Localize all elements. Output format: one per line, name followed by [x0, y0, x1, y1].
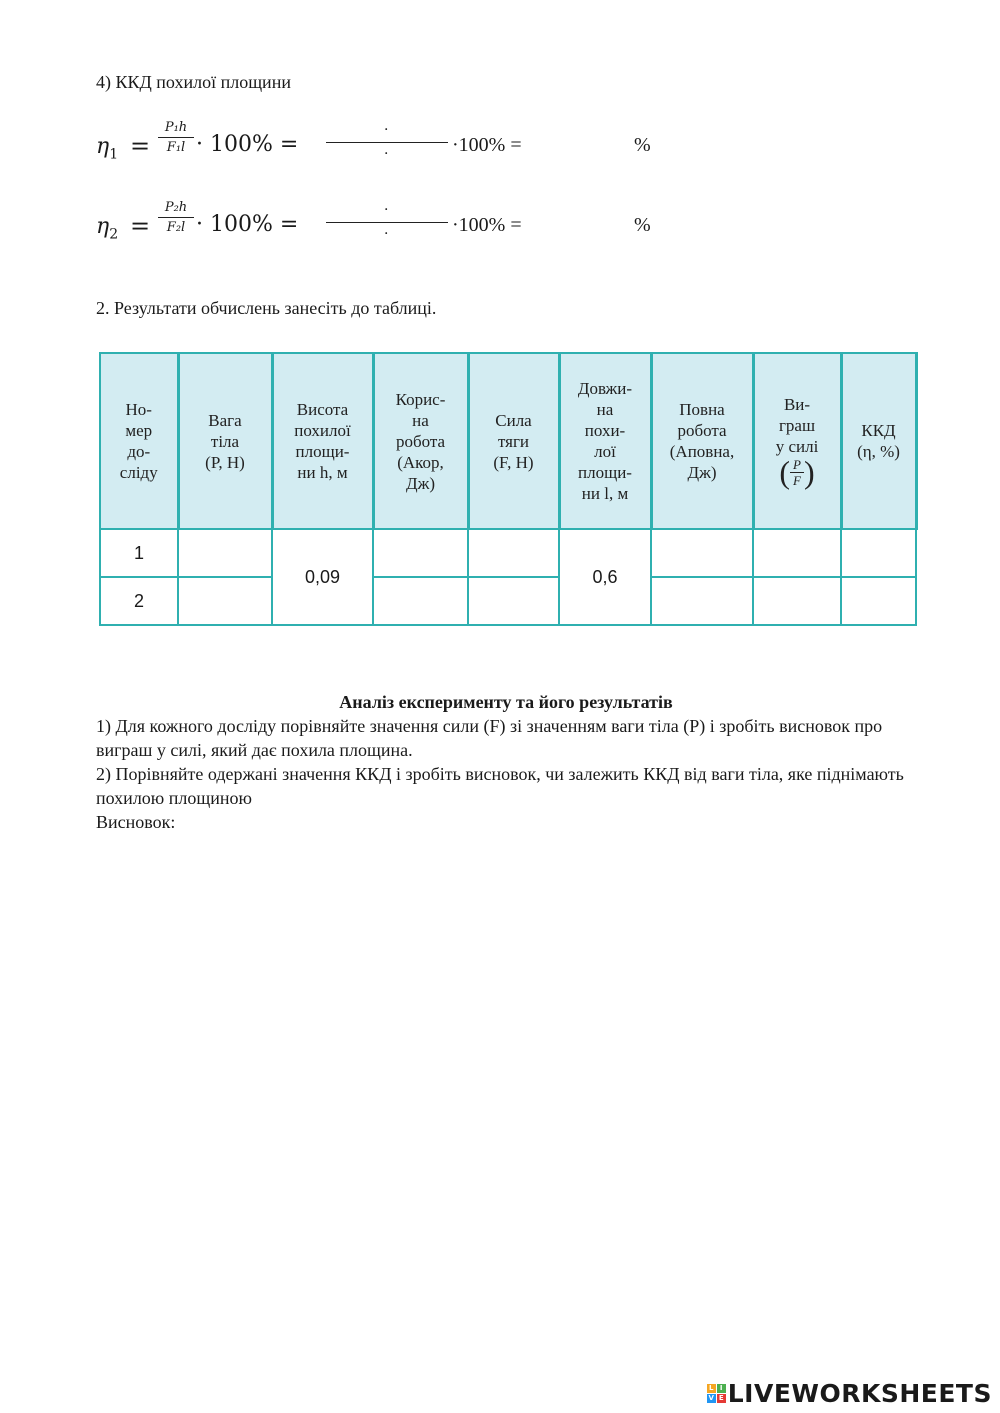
header-plane-length: Довжи- на похи- лої площи- ни l, м	[559, 353, 651, 529]
formula-eta-1	[96, 116, 696, 176]
header-efficiency: ККД (η, %)	[841, 353, 916, 529]
formula-eta-2	[96, 196, 696, 256]
cell-number: 1	[100, 529, 178, 577]
answer-blank-2[interactable]: · ·	[326, 196, 448, 246]
cell-force-input[interactable]	[468, 529, 559, 577]
header-plane-height: Висота похилої площи- ни h, м	[272, 353, 373, 529]
cell-force-input[interactable]	[468, 577, 559, 625]
cell-number: 2	[100, 577, 178, 625]
cell-full-work-input[interactable]	[651, 529, 753, 577]
logo-tile: L	[707, 1384, 716, 1393]
analysis-section	[96, 690, 916, 834]
conclusion-label: Висновок:	[96, 812, 176, 832]
percent-sign: %	[634, 134, 651, 156]
formula-fraction: $\frac{\text{P₁h}}{\text{F₁l}}$	[158, 120, 194, 155]
logo-grid-icon	[707, 1384, 726, 1403]
cell-useful-work-input[interactable]	[373, 577, 468, 625]
cell-weight-input[interactable]	[178, 529, 272, 577]
logo-tile: I	[717, 1384, 726, 1393]
cell-gain-input[interactable]	[753, 529, 841, 577]
header-useful-work: Корис- на робота (Aкор, Дж)	[373, 353, 468, 529]
logo-text: LIVEWORKSHEETS	[727, 1378, 992, 1408]
cell-height-shared: 0,09	[272, 529, 373, 625]
eta-symbol: $\eta_1$	[96, 134, 119, 163]
logo-tile: V	[708, 1393, 714, 1402]
percent-sign: %	[634, 214, 651, 236]
equals-sign: =	[130, 212, 151, 240]
analysis-title: Аналіз експерименту та його результатів	[339, 692, 673, 712]
cell-full-work-input[interactable]	[651, 577, 753, 625]
cell-efficiency-input[interactable]	[841, 577, 916, 625]
cell-weight-input[interactable]	[178, 577, 272, 625]
cell-useful-work-input[interactable]	[373, 529, 468, 577]
eta-symbol: $\eta_2$	[96, 214, 119, 243]
header-force-gain: Ви- граш у силі ( $\frac{P}{F}$ )	[753, 353, 841, 529]
analysis-item-2: 2) Порівняйте одержані значення ККД і зробіть висновок, чи залежить ККД від ваги тіла, яке піднімають похилою площиною	[96, 764, 904, 808]
cell-gain-input[interactable]	[753, 577, 841, 625]
table-instruction: 2. Результати обчислень занесіть до таблиці.	[96, 298, 437, 318]
header-body-weight: Вага тіла (P, Н)	[178, 353, 272, 529]
analysis-item-1: 1) Для кожного досліду порівняйте значення сили (F) зі значенням ваги тіла (P) і зробіть висновок про виграш у силі, який дає похила площина.	[96, 716, 883, 760]
header-full-work: Повна робота (Aповна, Дж)	[651, 353, 753, 529]
cell-efficiency-input[interactable]	[841, 529, 916, 577]
table-row	[100, 529, 916, 577]
equals-sign: =	[130, 132, 151, 160]
multiply-100-tail: ·100% =	[452, 214, 522, 236]
cell-length-shared: 0,6	[559, 529, 651, 625]
results-table	[99, 352, 918, 626]
header-traction-force: Сила тяги (F, Н)	[468, 353, 559, 529]
table-row	[100, 577, 916, 625]
multiply-100: · 100% =	[196, 132, 299, 157]
multiply-100: · 100% =	[196, 212, 299, 237]
section-4-title: 4) ККД похилої площини	[96, 72, 291, 92]
header-experiment-number: Но- мер до- сліду	[100, 353, 178, 529]
answer-blank-1[interactable]: · ·	[326, 116, 448, 166]
formula-fraction: $\frac{\text{P₂h}}{\text{F₂l}}$	[158, 200, 194, 235]
multiply-100-tail: ·100% =	[452, 134, 522, 156]
logo-tile: E	[717, 1394, 726, 1403]
liveworksheets-logo	[707, 1379, 992, 1407]
